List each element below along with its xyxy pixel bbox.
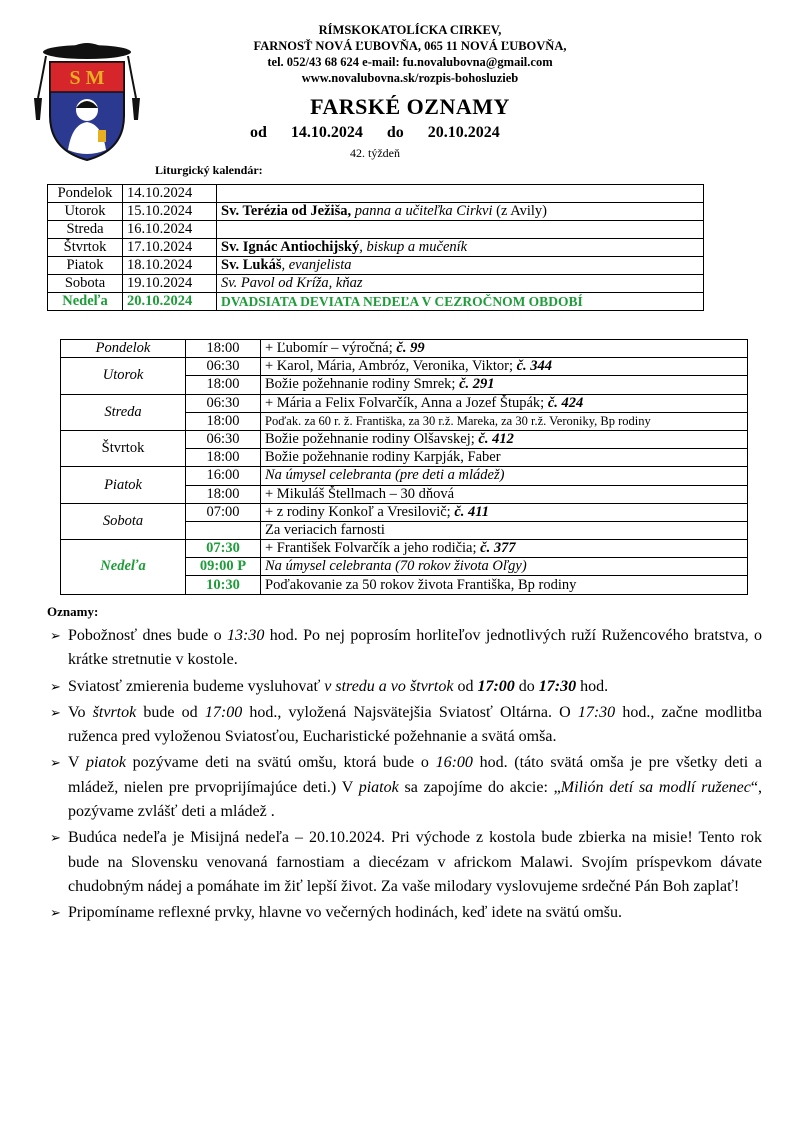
mass-intention-cell: Poďak. za 60 r. ž. Františka, za 30 r.ž. Mareka, za 30 r.ž. Veroniky, Bp rodiny xyxy=(261,412,748,430)
mass-day-cell xyxy=(61,540,186,595)
arrow-bullet-icon: ➢ xyxy=(50,678,61,694)
announcement-emphasis: 13:30 xyxy=(227,627,265,644)
announcement-text: do xyxy=(514,677,539,695)
list-item xyxy=(50,701,762,750)
feast-cell xyxy=(217,239,704,257)
parish-header xyxy=(200,22,620,86)
date-cell: 19.10.2024 xyxy=(123,275,217,293)
week-number: 42. týždeň xyxy=(350,146,400,160)
feast-description: panna a učiteľka Cirkvi xyxy=(351,203,493,219)
mass-intention-cell xyxy=(261,430,748,448)
mass-day-cell: Piatok xyxy=(61,467,186,503)
mass-intention-cell xyxy=(261,558,748,576)
announcement-emphasis: Milión detí sa modlí ruženec xyxy=(560,778,751,796)
announcement-emphasis: 17:30 xyxy=(577,703,616,721)
mass-intention-cell xyxy=(261,394,748,412)
liturgical-calendar-label: Liturgický kalendár: xyxy=(155,163,263,177)
feast-cell: DVADSIATA DEVIATA NEDEĽA V CEZROČNOM OBDOBÍ xyxy=(217,293,704,311)
mass-intention-cell xyxy=(261,540,748,558)
feast-description: Sv. Pavol od Kríža, kňaz xyxy=(221,275,363,291)
mass-time-cell: 18:00 xyxy=(186,412,261,430)
feast-cell xyxy=(217,257,704,275)
intention-text: + Karol, Mária, Ambróz, Veronika, Viktor; xyxy=(265,358,517,375)
date-cell: 14.10.2024 xyxy=(123,185,217,203)
mass-day-cell: Pondelok xyxy=(61,340,186,358)
announcement-emphasis: piatok xyxy=(85,754,126,772)
mass-time-cell: 18:00 xyxy=(186,376,261,394)
table-row xyxy=(61,358,748,376)
announcement-text: Pripomíname reflexné prvky, hlavne vo večerných hodinách, keď idete na svätú omšu. xyxy=(68,904,623,922)
announcement-text: Sviatosť zmierenia budeme vysluhovať xyxy=(68,677,325,695)
announcement-emphasis: v stredu a vo štvrtok xyxy=(324,677,454,695)
announcement-text: hod. Po nej poprosím horliteľov jednotlivých ruží Ružencového bratstva, o krátke stretnutie v kostole. xyxy=(68,627,762,669)
mass-day-cell: Streda xyxy=(61,394,186,430)
announcement-emphasis: štvrtok xyxy=(92,703,137,721)
day-cell: Pondelok xyxy=(48,185,123,203)
announcement-emphasis: 17:00 xyxy=(204,703,243,721)
song-number: č. 291 xyxy=(459,376,495,393)
announcement-emphasis: 17:30 xyxy=(538,677,577,695)
mass-time-cell: 18:00 xyxy=(186,485,261,503)
date-cell: 18.10.2024 xyxy=(123,257,217,275)
table-row xyxy=(61,394,748,412)
mass-intention-cell xyxy=(261,340,748,358)
table-row xyxy=(48,257,704,275)
arrow-bullet-icon: ➢ xyxy=(50,628,61,643)
announcement-text: hod. xyxy=(576,677,609,695)
song-number: č. 424 xyxy=(547,394,584,411)
date-cell: 17.10.2024 xyxy=(123,239,217,257)
list-item xyxy=(50,624,762,673)
intention-text: Na úmysel celebranta (70 rokov života Oľgy) xyxy=(265,558,527,575)
intention-text: Na úmysel celebranta (pre deti a mládež) xyxy=(265,467,505,484)
announcement-text: hod. (táto svätá omša je pre všetky deti a mládež, nielen pre prvoprijímajúce deti.) V xyxy=(68,754,763,796)
day-cell: Utorok xyxy=(48,203,123,221)
mass-time-cell xyxy=(186,521,261,539)
mass-time-cell: 16:00 xyxy=(186,467,261,485)
date-cell: 15.10.2024 xyxy=(123,203,217,221)
song-number: č. 411 xyxy=(454,503,489,520)
table-row xyxy=(48,275,704,293)
intention-text: Božie požehnanie rodiny Olšavskej; xyxy=(265,431,479,448)
feast-name: Sv. Ignác Antiochijský xyxy=(221,239,360,255)
list-item xyxy=(50,826,762,899)
mass-intention-cell xyxy=(261,467,748,485)
arrow-bullet-icon: ➢ xyxy=(50,755,61,771)
announcement-text: hod., vyložená Najsvätejšia Sviatosť Oltárna. O xyxy=(242,703,578,721)
arrow-bullet-icon: ➢ xyxy=(50,830,61,846)
list-item xyxy=(50,675,762,699)
list-item xyxy=(50,901,762,925)
announcement-text: bude od xyxy=(136,703,205,721)
mass-intention-cell xyxy=(261,358,748,376)
feast-description: , biskup a mučeník xyxy=(359,239,468,255)
day-cell: Sobota xyxy=(48,275,123,293)
announcement-text: Pobožnosť dnes bude o xyxy=(68,627,228,644)
announcement-text: sa zapojíme do akcie: „ xyxy=(398,778,561,796)
date-cell: 16.10.2024 xyxy=(123,221,217,239)
feast-cell xyxy=(217,221,704,239)
mass-intention-cell: Božie požehnanie rodiny Karpják, Faber xyxy=(261,449,748,467)
mass-time-cell: 06:30 xyxy=(186,430,261,448)
table-row xyxy=(61,467,748,485)
announcement-emphasis: piatok xyxy=(358,778,399,796)
table-row xyxy=(61,340,748,358)
mass-time-cell: 07:30 xyxy=(186,540,261,558)
day-cell: Streda xyxy=(48,221,123,239)
table-row xyxy=(48,293,704,311)
mass-intention-cell xyxy=(261,376,748,394)
feast-description: , evanjelista xyxy=(281,257,352,273)
mass-time-cell: 18:00 xyxy=(186,449,261,467)
mass-time-cell: 06:30 xyxy=(186,358,261,376)
announcement-text: od xyxy=(453,677,478,695)
day-cell: Piatok xyxy=(48,257,123,275)
announcement-text: Budúca nedeľa je Misijná nedeľa – 20.10.2024. Pri východe z kostola bude zbierka na misie! Tento rok bude na Slovensku venovaná farnostiam a diecézam v africkom Malawi. Svojím príspevkom dávate chudobným nádej a pomáhate im žiť lepší život. Za vaše milodary vyslovujeme srdečné Pán Boh zaplať! xyxy=(68,829,762,895)
date-range: od 14.10.2024 do 20.10.2024 xyxy=(250,124,500,141)
page-title: FARSKÉ OZNAMY xyxy=(310,94,510,119)
feast-name: Sv. Lukáš xyxy=(221,257,282,273)
date-cell: 20.10.2024 xyxy=(123,293,217,311)
parish-contact: tel. 052/43 68 624 e-mail: fu.novalubovna@gmail.com xyxy=(267,55,553,69)
mass-intention-cell: + Mikuláš Štellmach – 30 dňová xyxy=(261,485,748,503)
announcements-list xyxy=(50,624,762,928)
mass-day-cell: Utorok xyxy=(61,358,186,394)
mass-time-cell: 10:30 xyxy=(186,576,261,594)
announcements-label: Oznamy: xyxy=(47,604,99,619)
table-row xyxy=(48,185,704,203)
intention-text: + Ľubomír – výročná; xyxy=(265,340,397,357)
feast-extra: (z Avily) xyxy=(492,203,547,219)
logo-letters: S M xyxy=(69,67,105,89)
table-row xyxy=(61,503,748,521)
day-cell: Nedeľa xyxy=(48,293,123,311)
feast-name: Sv. Terézia od Ježiša, xyxy=(221,203,352,219)
feast-cell xyxy=(217,185,704,203)
table-row xyxy=(61,430,748,448)
intention-text: Božie požehnanie rodiny Smrek; xyxy=(265,376,460,393)
mass-time-cell: 06:30 xyxy=(186,394,261,412)
song-number: č. 412 xyxy=(478,431,514,448)
announcement-text: pozývame deti na svätú omšu, ktorá bude o xyxy=(125,754,436,772)
arrow-bullet-icon: ➢ xyxy=(50,905,61,921)
song-number: č. 377 xyxy=(480,540,516,557)
song-number: č. 99 xyxy=(396,340,425,357)
list-item xyxy=(50,751,762,824)
announcement-emphasis: 16:00 xyxy=(435,754,473,772)
sunday-label: Nedeľa xyxy=(100,558,146,575)
announcement-text: hod., začne modlitba ruženca pred vyloženou Sviatosťou, Eucharistické požehnanie a svätá omša. xyxy=(68,703,762,746)
mass-intention-cell xyxy=(261,503,748,521)
announcement-emphasis: 17:00 xyxy=(477,677,515,695)
table-row xyxy=(48,239,704,257)
mass-intention-cell: Za veriacich farnosti xyxy=(261,521,748,539)
feast-cell xyxy=(217,203,704,221)
liturgical-calendar-table xyxy=(47,184,704,311)
intention-text: + Mária a Felix Folvarčík, Anna a Jozef Štupák; xyxy=(265,394,548,411)
parish-address: FARNOSŤ NOVÁ ĽUBOVŇA, 065 11 NOVÁ ĽUBOVŇA, xyxy=(253,39,567,53)
parish-website: www.novalubovna.sk/rozpis-bohosluzieb xyxy=(301,71,519,85)
mass-intention-cell: Poďakovanie za 50 rokov života Františka, Bp rodiny xyxy=(261,576,748,594)
table-row xyxy=(48,221,704,239)
feast-cell xyxy=(217,275,704,293)
org-name: RÍMSKOKATOLÍCKA CIRKEV, xyxy=(318,23,502,37)
mass-time-cell: 09:00 P xyxy=(186,558,261,576)
announcement-text: “, pozývame zvlášť deti a mládež . xyxy=(68,778,762,821)
song-number: č. 344 xyxy=(516,358,553,375)
mass-day-cell: Štvrtok xyxy=(61,430,186,466)
intention-text: + František Folvarčík a jeho rodičia; xyxy=(265,540,481,557)
arrow-bullet-icon: ➢ xyxy=(50,704,61,720)
mass-schedule-table xyxy=(60,339,748,595)
announcement-text: Vo xyxy=(68,703,93,721)
day-cell: Štvrtok xyxy=(48,239,123,257)
parish-coat-of-arms-logo xyxy=(32,38,142,162)
intention-text: + z rodiny Konkoľ a Vresilovič; xyxy=(265,503,455,520)
table-row xyxy=(61,540,748,558)
table-row xyxy=(48,203,704,221)
mass-time-cell: 07:00 xyxy=(186,503,261,521)
mass-time-cell: 18:00 xyxy=(186,340,261,358)
mass-day-cell: Sobota xyxy=(61,503,186,539)
announcement-text: V xyxy=(68,754,86,772)
